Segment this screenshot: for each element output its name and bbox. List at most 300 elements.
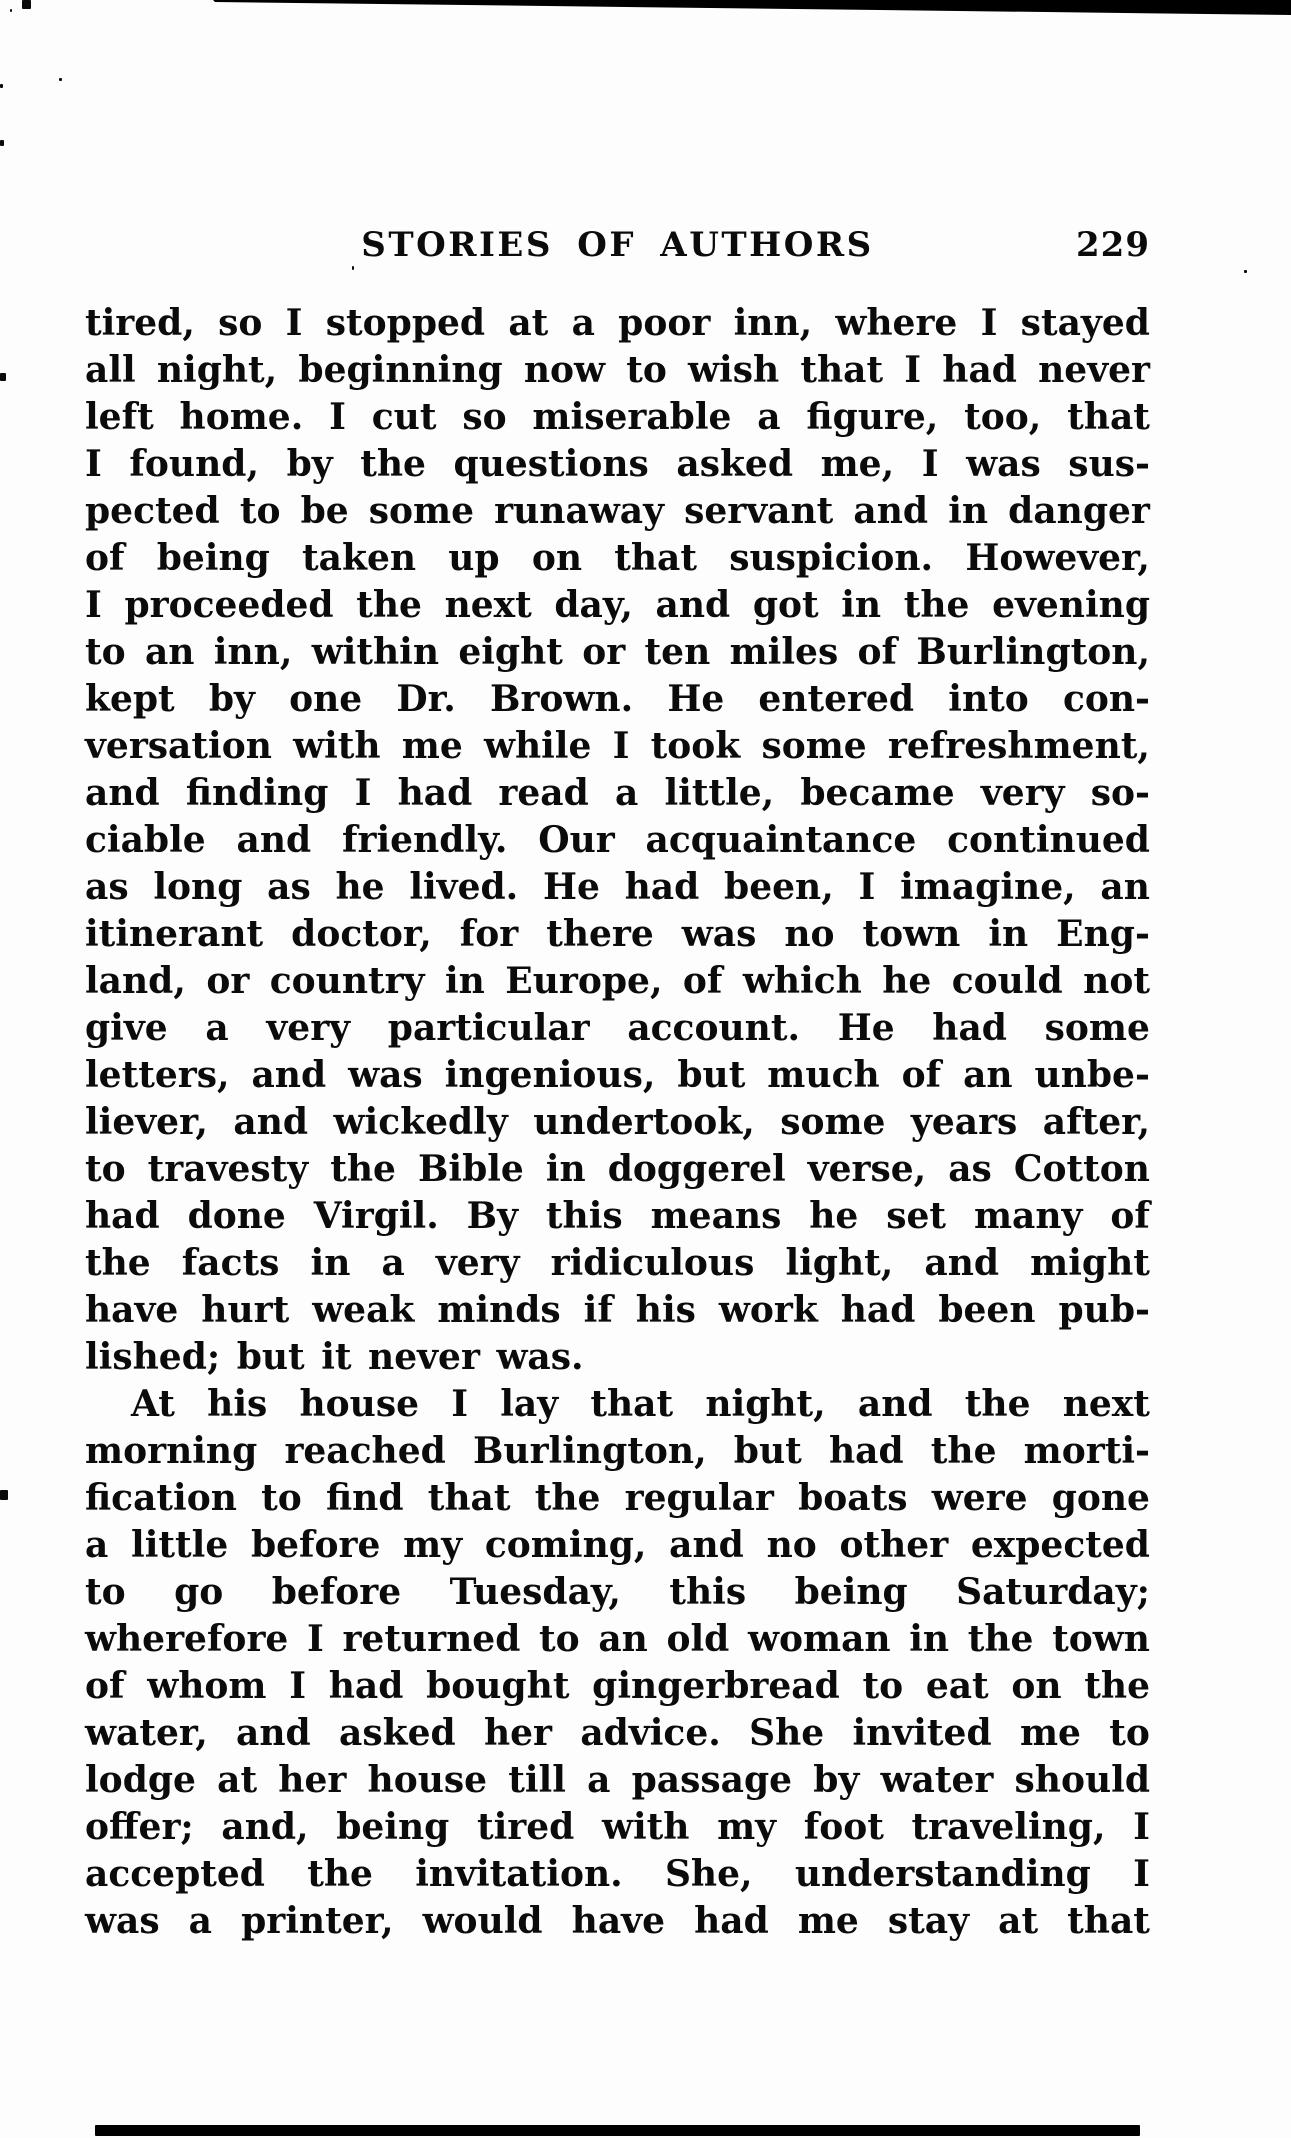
word: Cotton <box>1013 1148 1150 1190</box>
word: I <box>85 443 102 485</box>
word: years <box>910 1101 1018 1143</box>
word: water <box>880 1759 994 1801</box>
word: as <box>948 1148 992 1190</box>
word: boats <box>798 1477 908 1519</box>
word: set <box>886 1195 947 1237</box>
word: woman <box>747 1618 891 1660</box>
text-line <box>85 1287 1150 1334</box>
word: the <box>967 1618 1034 1660</box>
word: evening <box>992 584 1150 626</box>
word: to <box>862 1665 904 1707</box>
word: undertook, <box>533 1101 755 1143</box>
text-line <box>85 1757 1150 1804</box>
word: invited <box>852 1712 992 1754</box>
word: being <box>156 537 270 579</box>
word: traveling, <box>911 1806 1106 1848</box>
word: me <box>401 725 463 767</box>
word: to <box>261 1477 302 1519</box>
word: I <box>289 1665 307 1707</box>
word: Burlington, <box>472 1430 707 1472</box>
word: inn, <box>733 302 813 344</box>
word: town <box>862 913 961 955</box>
word: and <box>233 1101 309 1143</box>
scan-speck <box>0 84 3 88</box>
word: expected <box>970 1524 1150 1566</box>
word: have <box>571 1900 665 1942</box>
word: light, <box>785 1242 894 1284</box>
word: land, <box>85 960 186 1002</box>
word: I <box>858 866 876 908</box>
word: had <box>624 866 700 908</box>
text-line <box>85 1710 1150 1757</box>
word: into <box>948 678 1029 720</box>
word: the <box>1084 1665 1150 1707</box>
word: By <box>466 1195 519 1237</box>
word: asked <box>676 443 794 485</box>
word: all <box>85 349 136 391</box>
text-line <box>85 535 1150 582</box>
word: pected <box>85 490 220 532</box>
scan-speck <box>0 140 4 146</box>
word: there <box>546 913 654 955</box>
word: tired <box>476 1806 575 1848</box>
top-scan-bar <box>0 0 1291 15</box>
word: hurt <box>201 1289 290 1331</box>
word: was <box>681 913 757 955</box>
word: She <box>749 1712 825 1754</box>
word: refreshment, <box>887 725 1150 767</box>
word: had <box>85 1195 160 1237</box>
word: Europe, <box>505 960 663 1002</box>
word: where <box>835 302 958 344</box>
word: stopped <box>325 302 486 344</box>
word: were <box>931 1477 1028 1519</box>
word: and <box>236 1712 311 1754</box>
text-line <box>85 770 1150 817</box>
word: had <box>328 1665 404 1707</box>
word: other <box>839 1524 949 1566</box>
word: proceeded <box>124 584 334 626</box>
word: have <box>85 1289 179 1331</box>
word: morning <box>85 1430 258 1472</box>
word: verse, <box>807 1148 927 1190</box>
word: while <box>483 725 592 767</box>
word: he <box>882 960 932 1002</box>
text-line <box>85 864 1150 911</box>
word: left <box>85 396 154 438</box>
word: a <box>188 1900 212 1942</box>
text-line <box>85 1663 1150 1710</box>
word: the <box>307 1853 373 1895</box>
word: read <box>498 772 589 814</box>
word: Our <box>538 819 615 861</box>
word: this <box>545 1195 623 1237</box>
word: to <box>85 1571 126 1613</box>
word: house <box>367 1759 488 1801</box>
word: in <box>545 1148 586 1190</box>
word: offer; <box>85 1806 194 1848</box>
word: entered <box>758 678 915 720</box>
word: means <box>650 1195 782 1237</box>
text-line <box>85 1146 1150 1193</box>
word: at <box>998 1900 1039 1942</box>
word: little <box>131 1524 229 1566</box>
word: long <box>153 866 243 908</box>
word: runaway <box>494 490 665 532</box>
word: Brown. <box>490 678 634 720</box>
word: figure, <box>806 396 939 438</box>
word: so <box>462 396 507 438</box>
word: eight <box>458 631 563 673</box>
word: Burlington, <box>916 631 1150 673</box>
word: understanding <box>794 1853 1091 1895</box>
word: had <box>840 1289 916 1331</box>
word: and, <box>221 1806 309 1848</box>
word: so <box>218 302 263 344</box>
word: me <box>797 1900 859 1942</box>
word: some <box>368 490 475 532</box>
word: kept <box>85 678 175 720</box>
word: was <box>85 1900 160 1942</box>
word: to <box>539 1618 580 1660</box>
word: and <box>669 1524 744 1566</box>
word: but <box>677 1054 746 1096</box>
word: to <box>85 1148 126 1190</box>
word: whom <box>147 1665 267 1707</box>
word: the <box>356 584 422 626</box>
word: up <box>448 537 500 579</box>
word: should <box>1014 1759 1150 1801</box>
word: gone <box>1051 1477 1150 1519</box>
word: poor <box>618 302 711 344</box>
word: a <box>587 1759 611 1801</box>
word: that <box>590 1383 674 1425</box>
word: old <box>666 1618 730 1660</box>
word: weak <box>312 1289 415 1331</box>
word: was <box>966 443 1041 485</box>
word: stayed <box>1020 302 1150 344</box>
word: lodge <box>85 1759 196 1801</box>
text-line: lished; but it never was. <box>85 1336 584 1378</box>
word: Tuesday, <box>449 1571 621 1613</box>
word: me <box>1019 1712 1081 1754</box>
word: account. <box>627 1007 800 1049</box>
word: in <box>909 1618 950 1660</box>
word: had <box>942 349 1017 391</box>
word: to <box>1109 1712 1150 1754</box>
word: pub- <box>1058 1289 1150 1331</box>
word: tired, <box>85 302 195 344</box>
word: However, <box>965 537 1150 579</box>
word: had <box>932 1007 1007 1049</box>
word: of <box>85 537 125 579</box>
word: house <box>299 1383 419 1425</box>
word: continued <box>947 819 1150 861</box>
page-header <box>85 224 1150 266</box>
word: gingerbread <box>592 1665 840 1707</box>
text-line <box>85 394 1150 441</box>
word: never <box>1038 349 1150 391</box>
word: miserable <box>532 396 732 438</box>
word: work <box>718 1289 818 1331</box>
word: and <box>236 819 312 861</box>
word: been, <box>724 866 834 908</box>
text-line <box>85 1522 1150 1569</box>
word: I <box>921 443 939 485</box>
word: beginning <box>298 349 503 391</box>
word: by <box>208 678 255 720</box>
word: very <box>435 1242 520 1284</box>
word: I <box>612 725 630 767</box>
word: he <box>335 866 385 908</box>
word: so- <box>1090 772 1150 814</box>
word: with <box>601 1806 690 1848</box>
word: many <box>973 1195 1083 1237</box>
word: by <box>813 1759 860 1801</box>
word: been <box>938 1289 1036 1331</box>
word: day, <box>554 584 633 626</box>
text-line <box>85 958 1150 1005</box>
word: being <box>336 1806 450 1848</box>
text-line <box>85 676 1150 723</box>
word: within <box>311 631 440 673</box>
word: a <box>614 772 639 814</box>
word: now <box>523 349 606 391</box>
word: his <box>635 1289 696 1331</box>
word: find <box>326 1477 404 1519</box>
text-line <box>85 1851 1150 1898</box>
word: of <box>85 1665 125 1707</box>
word: or <box>582 631 626 673</box>
word: that <box>1067 396 1150 438</box>
text-line <box>85 1052 1150 1099</box>
word: of <box>1110 1195 1150 1237</box>
word: ten <box>644 631 711 673</box>
text-line <box>85 347 1150 394</box>
word: He <box>542 866 600 908</box>
word: for <box>459 913 519 955</box>
word: next <box>1062 1383 1150 1425</box>
word: I <box>285 302 303 344</box>
word: asked <box>339 1712 456 1754</box>
word: an <box>963 1054 1013 1096</box>
text-line <box>85 723 1150 770</box>
word: became <box>800 772 955 814</box>
word: before <box>250 1524 381 1566</box>
word: the <box>930 1430 997 1472</box>
text-line <box>85 911 1150 958</box>
word: I <box>306 1618 324 1660</box>
text-line <box>85 1616 1150 1663</box>
word: no <box>766 1524 817 1566</box>
word: if <box>583 1289 613 1331</box>
word: to <box>239 490 281 532</box>
word: my <box>717 1806 777 1848</box>
word: morti- <box>1023 1430 1150 1472</box>
word: Bible <box>417 1148 524 1190</box>
word: ingenious, <box>444 1054 656 1096</box>
word: con- <box>1062 678 1150 720</box>
text-line <box>85 441 1150 488</box>
word: and <box>857 1383 933 1425</box>
word: lay <box>500 1383 559 1425</box>
word: in <box>948 490 989 532</box>
word: I <box>1133 1853 1150 1895</box>
word: particular <box>387 1007 590 1049</box>
word: had <box>828 1430 904 1472</box>
word: on <box>1011 1665 1062 1707</box>
word: I <box>451 1383 469 1425</box>
word: suspicion. <box>729 537 934 579</box>
word: in <box>988 913 1029 955</box>
word: the <box>964 1383 1031 1425</box>
word: too, <box>964 396 1042 438</box>
word: night, <box>705 1383 826 1425</box>
bottom-scan-bar <box>95 2125 1140 2136</box>
word: imagine, <box>900 866 1076 908</box>
word: coming, <box>484 1524 647 1566</box>
word: the <box>534 1477 601 1519</box>
word: could <box>951 960 1063 1002</box>
word: not <box>1083 960 1150 1002</box>
word: some <box>761 725 867 767</box>
word: ridiculous <box>550 1242 755 1284</box>
word: the <box>903 584 970 626</box>
word: country <box>269 960 425 1002</box>
body-text <box>85 300 1150 1945</box>
text-line <box>85 488 1150 535</box>
word: danger <box>1008 490 1150 532</box>
word: my <box>403 1524 463 1566</box>
word: got <box>752 584 819 626</box>
scan-speck <box>0 1490 8 1500</box>
word: with <box>293 725 381 767</box>
word: finding <box>185 772 329 814</box>
word: a <box>571 302 595 344</box>
word: that <box>1067 1900 1150 1942</box>
word: She, <box>664 1853 753 1895</box>
word: bought <box>426 1665 570 1707</box>
word: some <box>1044 1007 1150 1049</box>
word: give <box>85 1007 168 1049</box>
word: he <box>809 1195 859 1237</box>
word: that <box>800 349 884 391</box>
page-number: 229 <box>1076 225 1150 265</box>
word: wherefore <box>85 1618 289 1660</box>
running-head-title: STORIES OF AUTHORS <box>361 225 874 265</box>
word: inn, <box>213 631 293 673</box>
word: town <box>1052 1618 1150 1660</box>
word: versation <box>85 725 272 767</box>
word: a <box>205 1007 229 1049</box>
word: being <box>794 1571 908 1613</box>
text-line <box>85 300 1150 347</box>
word: Eng- <box>1056 913 1150 955</box>
word: and <box>85 772 160 814</box>
word: accepted <box>85 1853 265 1895</box>
word: took <box>650 725 741 767</box>
word: passage <box>631 1759 793 1801</box>
word: I <box>904 349 922 391</box>
word: in <box>310 1242 351 1284</box>
word: I <box>980 302 998 344</box>
text-line <box>85 1381 1150 1428</box>
word: the <box>330 1148 396 1190</box>
word: go <box>174 1571 224 1613</box>
scan-speck <box>59 78 62 81</box>
word: invitation. <box>415 1853 623 1895</box>
word: I <box>354 772 372 814</box>
word: had <box>694 1900 769 1942</box>
word: had <box>397 772 473 814</box>
word: very <box>266 1007 351 1049</box>
word: unbe- <box>1034 1054 1150 1096</box>
word: itinerant <box>85 913 264 955</box>
word: Saturday; <box>956 1571 1150 1613</box>
word: in <box>444 960 485 1002</box>
word: before <box>271 1571 402 1613</box>
word: letters, <box>85 1054 230 1096</box>
word: next <box>444 584 532 626</box>
word: At <box>131 1383 175 1425</box>
text-line <box>85 1005 1150 1052</box>
text-line <box>85 1804 1150 1851</box>
text-line <box>85 1475 1150 1522</box>
word: this <box>669 1571 747 1613</box>
text-line <box>85 1240 1150 1287</box>
word: done <box>187 1195 286 1237</box>
text-line <box>85 817 1150 864</box>
word: no <box>784 913 835 955</box>
word: Virgil. <box>313 1195 439 1237</box>
word: and <box>655 584 731 626</box>
word: stay <box>887 1900 970 1942</box>
word: as <box>267 866 311 908</box>
text-line <box>85 1099 1150 1146</box>
word: travesty <box>147 1148 309 1190</box>
word: very <box>980 772 1065 814</box>
word: a <box>85 1524 109 1566</box>
word: Dr. <box>396 678 456 720</box>
word: cut <box>371 396 437 438</box>
word: an <box>1100 866 1150 908</box>
word: of <box>857 631 898 673</box>
word: till <box>508 1759 566 1801</box>
word: the <box>85 1242 151 1284</box>
scan-speck <box>10 9 12 12</box>
scan-speck <box>0 373 6 381</box>
word: sus- <box>1068 443 1150 485</box>
word: me, <box>820 443 895 485</box>
word: He <box>667 678 725 720</box>
text-line <box>85 582 1150 629</box>
text-line <box>85 629 1150 676</box>
text-line <box>85 1898 1150 1945</box>
word: questions <box>453 443 649 485</box>
word: after, <box>1042 1101 1150 1143</box>
word: I <box>1133 1806 1150 1848</box>
word: the <box>360 443 426 485</box>
word: wish <box>688 349 780 391</box>
word: a <box>381 1242 405 1284</box>
word: and <box>924 1242 1000 1284</box>
word: doctor, <box>291 913 432 955</box>
word: her <box>483 1712 553 1754</box>
word: acquaintance <box>645 819 917 861</box>
word: some <box>780 1101 886 1143</box>
word: advice. <box>580 1712 721 1754</box>
word: little, <box>664 772 775 814</box>
